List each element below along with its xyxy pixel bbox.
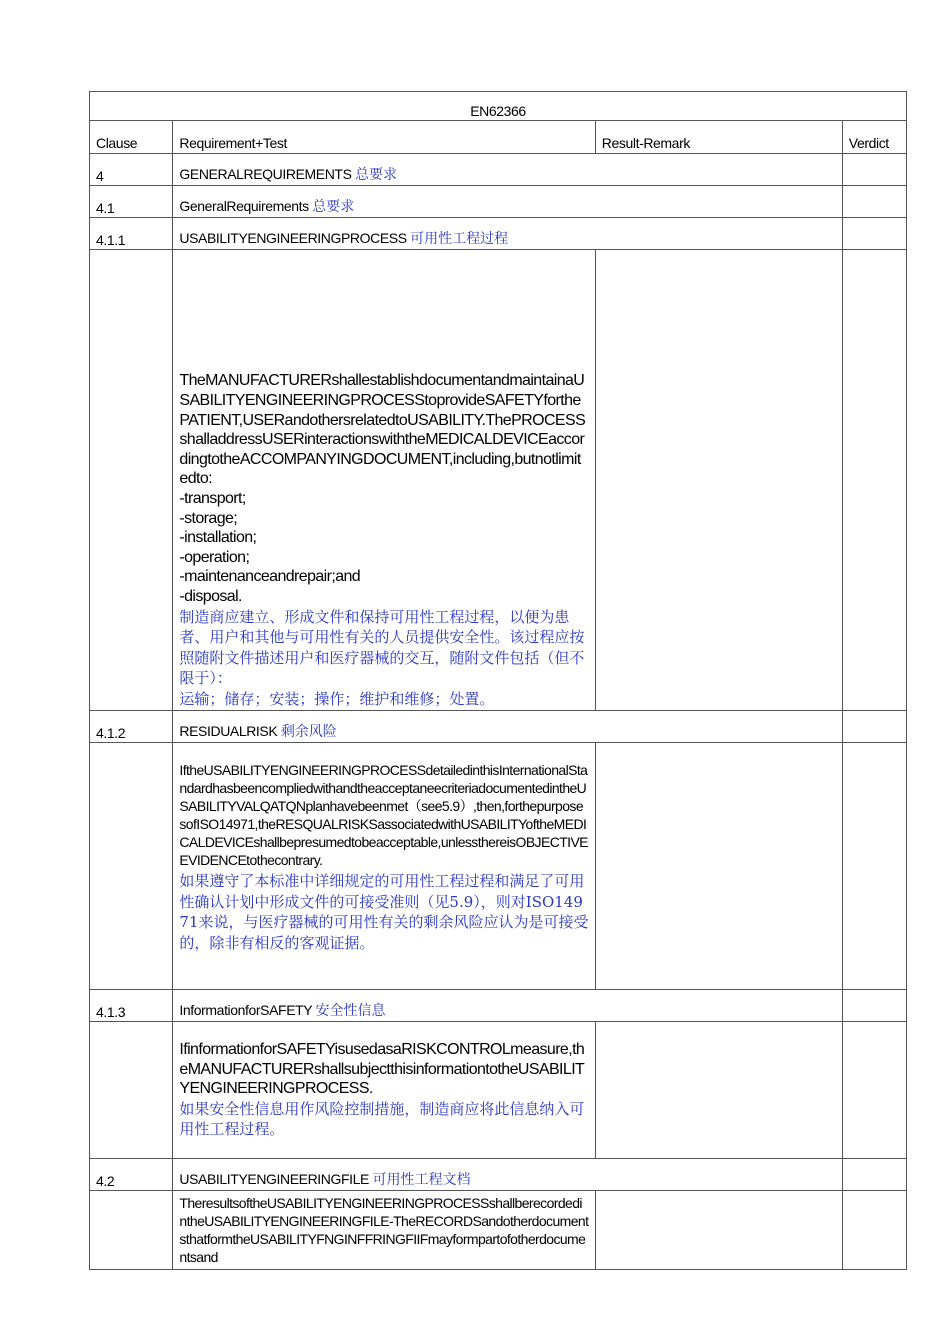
section-heading bbox=[173, 990, 842, 1022]
section-title: USABILITYENGINEERINGFILE bbox=[179, 1171, 369, 1187]
clause-number: 4.1.3 bbox=[90, 990, 173, 1022]
requirement-en: IftheUSABILITYENGINEERINGPROCESSdetailedinthisInternationalStandardhasbeencompliedwithandtheacceptaneecriteriadocumentedintheUSABILITYVALQATQNplanhavebeenmet（see5.9）,then,forthepurposesofISO14971,theRESQUALRISKSassociatedwithUSABILITYoftheMEDICALDEVICEshallbepresumedtobeacceptable,unlessthereisOBJECTIVEEVIDENCEtothecontrary. bbox=[179, 762, 588, 868]
list-item: -operation; bbox=[179, 548, 250, 566]
clause-cell bbox=[90, 743, 173, 990]
requirement-zh: 如果安全性信息用作风险控制措施，制造商应将此信息纳入可用性工程过程。 bbox=[179, 1099, 585, 1139]
section-row-4-1-2 bbox=[90, 711, 907, 743]
clause-number: 4.1.2 bbox=[90, 711, 173, 743]
section-title: GeneralRequirements bbox=[179, 198, 309, 214]
section-title-zh: 可用性工程文档 bbox=[372, 1172, 471, 1188]
clause-number: 4.1 bbox=[90, 186, 173, 218]
section-title: USABILITYENGINEERINGPROCESS bbox=[179, 230, 407, 246]
result-cell bbox=[595, 250, 842, 711]
requirement-text bbox=[173, 1022, 595, 1159]
section-row-4-1-3 bbox=[90, 990, 907, 1022]
clause-cell bbox=[90, 1191, 173, 1270]
requirement-en: IfinformationforSAFETYisusedasaRISKCONTROLmeasure,theMANUFACTURERshallsubjectthisinformationtotheUSABILITYENGINEERINGPROCESS. bbox=[179, 1041, 585, 1098]
section-heading bbox=[173, 154, 842, 186]
verdict-cell bbox=[842, 743, 906, 990]
result-cell bbox=[595, 1191, 842, 1270]
section-row-4 bbox=[90, 154, 907, 186]
section-heading bbox=[173, 1159, 842, 1191]
verdict-cell bbox=[842, 250, 906, 711]
requirement-row-4-1-3 bbox=[90, 1022, 907, 1159]
result-cell bbox=[595, 743, 842, 990]
verdict-cell bbox=[842, 711, 906, 743]
clause-cell bbox=[90, 1022, 173, 1159]
list-item: -installation; bbox=[179, 529, 257, 547]
title-row bbox=[90, 92, 907, 121]
section-row-4-1 bbox=[90, 186, 907, 218]
section-heading bbox=[173, 218, 842, 250]
clause-cell bbox=[90, 250, 173, 711]
verdict-cell bbox=[842, 218, 906, 250]
requirement-row-4-1-1 bbox=[90, 250, 907, 711]
section-title: GENERALREQUIREMENTS bbox=[179, 166, 352, 182]
clause-number: 4.1.1 bbox=[90, 218, 173, 250]
requirement-zh: 运输；储存；安装；操作；维护和维修；处置。 bbox=[179, 689, 495, 708]
list-item: -storage; bbox=[179, 509, 238, 527]
requirement-zh: 制造商应建立、形成文件和保持可用性工程过程，以便为患者、用户和其他与可用性有关的人员提供安全性。该过程应按照随附文件描述用户和医疗器械的交互，随附文件包括（但不限于）： bbox=[179, 607, 585, 687]
verdict-cell bbox=[842, 1159, 906, 1191]
verdict-cell bbox=[842, 1191, 906, 1270]
section-title: RESIDUALRISK bbox=[179, 723, 278, 739]
result-cell bbox=[595, 1022, 842, 1159]
verdict-cell bbox=[842, 154, 906, 186]
requirement-en: TheMANUFACTURERshallestablishdocumentandmaintainaUSABILITYENGINEERINGPROCESStoprovideSAFETYforthePATIENT,USERandothersrelatedtoUSABILITY.ThePROCESSshalladdressUSERinteractionswiththeMEDICALDEVICEaccordingtotheACCOMPANYINGDOCUMENT,including,butnotlimitedto: bbox=[179, 372, 586, 488]
requirement-zh: 如果遵守了本标准中详细规定的可用性工程过程和满足了可用性确认计划中形成文件的可接受准则（见5.9），则对ISO14971来说，与医疗器械的可用性有关的剩余风险应认为是可接受的，除非有相反的客观证据。 bbox=[179, 872, 589, 952]
clause-number: 4.2 bbox=[90, 1159, 173, 1191]
section-title-zh: 可用性工程过程 bbox=[410, 231, 509, 247]
requirement-text bbox=[173, 250, 595, 711]
verdict-cell bbox=[842, 186, 906, 218]
section-title-zh: 安全性信息 bbox=[315, 1003, 386, 1019]
header-verdict: Verdict bbox=[842, 121, 906, 154]
requirement-text bbox=[173, 1191, 595, 1270]
header-requirement: Requirement+Test bbox=[173, 121, 595, 154]
section-row-4-2 bbox=[90, 1159, 907, 1191]
header-result: Result-Remark bbox=[595, 121, 842, 154]
table-title: EN62366 bbox=[90, 92, 907, 121]
header-clause: Clause bbox=[90, 121, 173, 154]
list-item: -maintenanceandrepair;and bbox=[179, 568, 361, 586]
section-heading bbox=[173, 711, 842, 743]
section-title-zh: 总要求 bbox=[355, 167, 398, 183]
section-heading bbox=[173, 186, 842, 218]
section-title: InformationforSAFETY bbox=[179, 1002, 312, 1018]
requirement-text bbox=[173, 743, 595, 990]
requirement-en: TheresultsoftheUSABILITYENGINEERINGPROCESSshallberecordedintheUSABILITYENGINEERINGFILE-TheRECORDSandotherdocumentsthatformtheUSABILITYFNGINFFRINGFIIFmayformpartofotherdocumentsand bbox=[179, 1195, 589, 1265]
verdict-cell bbox=[842, 990, 906, 1022]
section-row-4-1-1 bbox=[90, 218, 907, 250]
header-row bbox=[90, 121, 907, 154]
requirement-row-4-2 bbox=[90, 1191, 907, 1270]
section-title-zh: 总要求 bbox=[312, 199, 355, 215]
verdict-cell bbox=[842, 1022, 906, 1159]
clause-number: 4 bbox=[90, 154, 173, 186]
requirements-table bbox=[89, 91, 907, 1270]
requirement-row-4-1-2 bbox=[90, 743, 907, 990]
list-item: -transport; bbox=[179, 489, 246, 507]
list-item: -disposal. bbox=[179, 587, 242, 605]
section-title-zh: 剩余风险 bbox=[280, 724, 337, 740]
